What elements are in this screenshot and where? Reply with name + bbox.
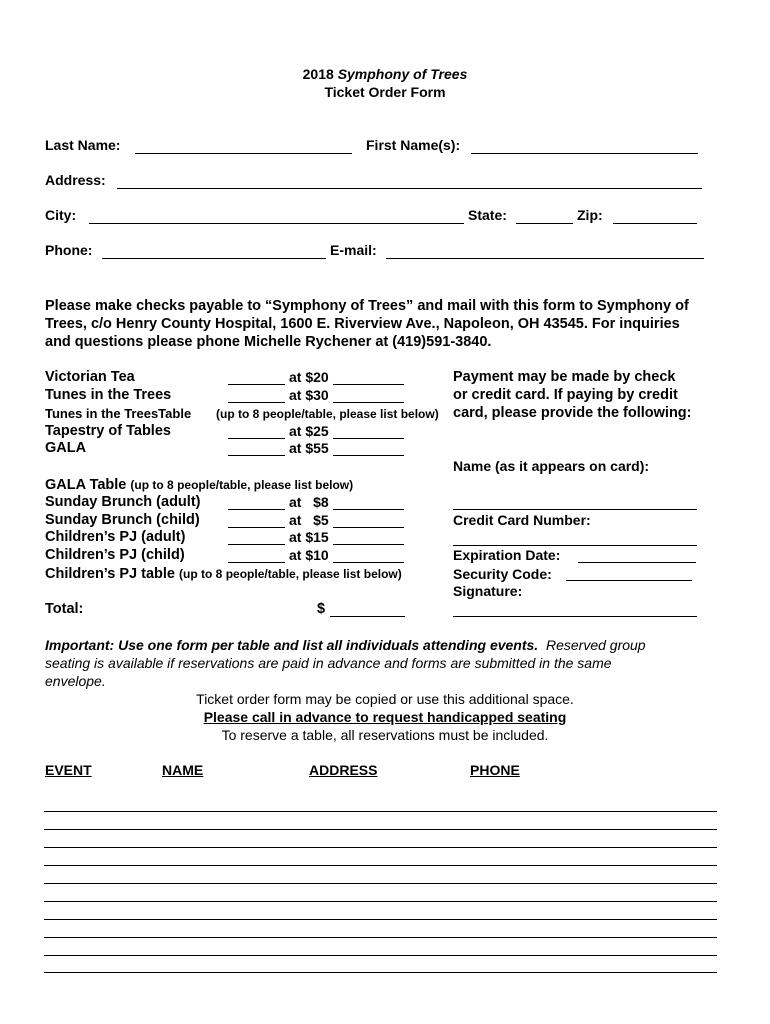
gala-table-row (45, 477, 353, 493)
pj-table-note: (up to 8 people/table, please list below) (179, 567, 402, 581)
expiration-label: Expiration Date: (453, 547, 561, 563)
first-name-label: First Name(s): (366, 137, 461, 153)
form-title: Ticket Order Form (324, 84, 446, 100)
tunes-table-note: (up to 8 people/table, please list below) (216, 407, 439, 421)
victorian-tea-price: at $20 (289, 369, 329, 385)
total-label: Total: (45, 601, 84, 617)
address-label: Address: (45, 172, 106, 188)
address-field[interactable] (117, 188, 702, 189)
gala-label: GALA (45, 440, 87, 456)
tunes-trees-label: Tunes in the Trees (45, 387, 172, 403)
entry-line[interactable] (44, 883, 717, 884)
event-name: Symphony of Trees (337, 66, 468, 82)
signature-label: Signature: (453, 583, 523, 599)
important-note (45, 636, 725, 690)
tunes-trees-amount[interactable] (333, 402, 404, 403)
pj-child-price: at $10 (289, 547, 329, 563)
victorian-tea-label: Victorian Tea (45, 369, 135, 385)
tapestry-qty[interactable] (228, 438, 285, 439)
important-bold: Important: Use one form per table and list all individuals attending events. (45, 637, 539, 653)
brunch-adult-label: Sunday Brunch (adult) (45, 494, 201, 510)
total-currency: $ (317, 601, 326, 617)
brunch-child-label: Sunday Brunch (child) (45, 512, 200, 528)
card-name-field[interactable] (453, 509, 697, 510)
year: 2018 (302, 66, 334, 82)
victorian-tea-qty[interactable] (228, 384, 285, 385)
pj-adult-amount[interactable] (333, 544, 404, 545)
instructions-line: Trees, c/o Henry County Hospital, 1600 E. Riverview Ave., Napoleon, OH 43545. For inquiries (45, 316, 680, 332)
column-address: ADDRESS (309, 762, 378, 778)
first-name-field[interactable] (471, 153, 698, 154)
gala-table-note: (up to 8 people/table, please list below) (130, 478, 354, 492)
reserve-note: To reserve a table, all reservations must be included. (221, 727, 549, 743)
brunch-adult-qty[interactable] (228, 509, 285, 510)
brunch-adult-amount[interactable] (333, 509, 404, 510)
zip-label: Zip: (577, 207, 603, 223)
copy-note: Ticket order form may be copied or use this additional space. (196, 691, 574, 707)
important-line-3: envelope. (45, 673, 106, 689)
city-label: City: (45, 207, 77, 223)
brunch-child-qty[interactable] (228, 527, 285, 528)
signature-field[interactable] (453, 616, 697, 617)
important-line-2: seating is available if reservations are paid in advance and forms are submitted in the same (45, 655, 612, 671)
security-code-field[interactable] (566, 580, 692, 581)
pj-child-amount[interactable] (333, 562, 404, 563)
entry-line[interactable] (44, 919, 717, 920)
entry-line[interactable] (44, 955, 717, 956)
entry-line[interactable] (44, 847, 717, 848)
payment-line-3: card, please provide the following: (453, 405, 692, 421)
column-name: NAME (162, 762, 204, 778)
brunch-adult-price: at $8 (289, 494, 329, 510)
tunes-trees-qty[interactable] (228, 402, 285, 403)
important-line-1 (45, 636, 725, 654)
pj-adult-price: at $15 (289, 529, 329, 545)
entry-line[interactable] (44, 811, 717, 812)
form-heading (0, 66, 770, 82)
state-field[interactable] (516, 223, 573, 224)
last-name-field[interactable] (135, 153, 352, 154)
payment-line-1: Payment may be made by check (453, 369, 676, 385)
tapestry-amount[interactable] (333, 438, 404, 439)
state-label: State: (468, 207, 507, 223)
pj-child-label: Children’s PJ (child) (45, 547, 185, 563)
email-field[interactable] (386, 258, 704, 259)
card-number-field[interactable] (453, 545, 697, 546)
tapestry-label: Tapestry of Tables (45, 423, 171, 439)
instructions-paragraph (45, 297, 725, 351)
brunch-child-price: at $5 (289, 512, 329, 528)
brunch-child-amount[interactable] (333, 527, 404, 528)
entry-line[interactable] (44, 865, 717, 866)
instructions-line: Please make checks payable to “Symphony of Trees” and mail with this form to Symphony of (45, 298, 689, 314)
gala-price: at $55 (289, 440, 329, 456)
entry-line[interactable] (44, 937, 717, 938)
pj-child-qty[interactable] (228, 562, 285, 563)
gala-amount[interactable] (333, 455, 404, 456)
important-rest: Reserved group (538, 637, 646, 653)
pj-table-row (45, 566, 402, 582)
pj-adult-qty[interactable] (228, 544, 285, 545)
entry-line[interactable] (44, 972, 717, 973)
security-code-label: Security Code: (453, 566, 552, 582)
card-number-label: Credit Card Number: (453, 512, 591, 528)
pj-table-label: Children’s PJ table (45, 566, 175, 582)
entry-line[interactable] (44, 901, 717, 902)
phone-field[interactable] (102, 258, 326, 259)
column-phone: PHONE (470, 762, 520, 778)
instructions-line: and questions please phone Michelle Rychener at (419)591-3840. (45, 334, 492, 350)
tapestry-price: at $25 (289, 423, 329, 439)
victorian-tea-amount[interactable] (333, 384, 404, 385)
gala-table-label: GALA Table (45, 477, 127, 493)
payment-line-2: or credit card. If paying by credit (453, 387, 678, 403)
expiration-field[interactable] (578, 562, 696, 563)
phone-label: Phone: (45, 242, 93, 258)
handicapped-note: Please call in advance to request handicapped seating (203, 709, 567, 725)
gala-qty[interactable] (228, 455, 285, 456)
tunes-trees-price: at $30 (289, 387, 329, 403)
pj-adult-label: Children’s PJ (adult) (45, 529, 186, 545)
total-field[interactable] (330, 616, 405, 617)
tunes-table-label: Tunes in the TreesTable (45, 406, 192, 421)
entry-line[interactable] (44, 829, 717, 830)
city-field[interactable] (89, 223, 464, 224)
column-event: EVENT (45, 762, 92, 778)
card-name-label: Name (as it appears on card): (453, 458, 650, 474)
email-label: E-mail: (330, 242, 377, 258)
last-name-label: Last Name: (45, 137, 121, 153)
zip-field[interactable] (613, 223, 697, 224)
